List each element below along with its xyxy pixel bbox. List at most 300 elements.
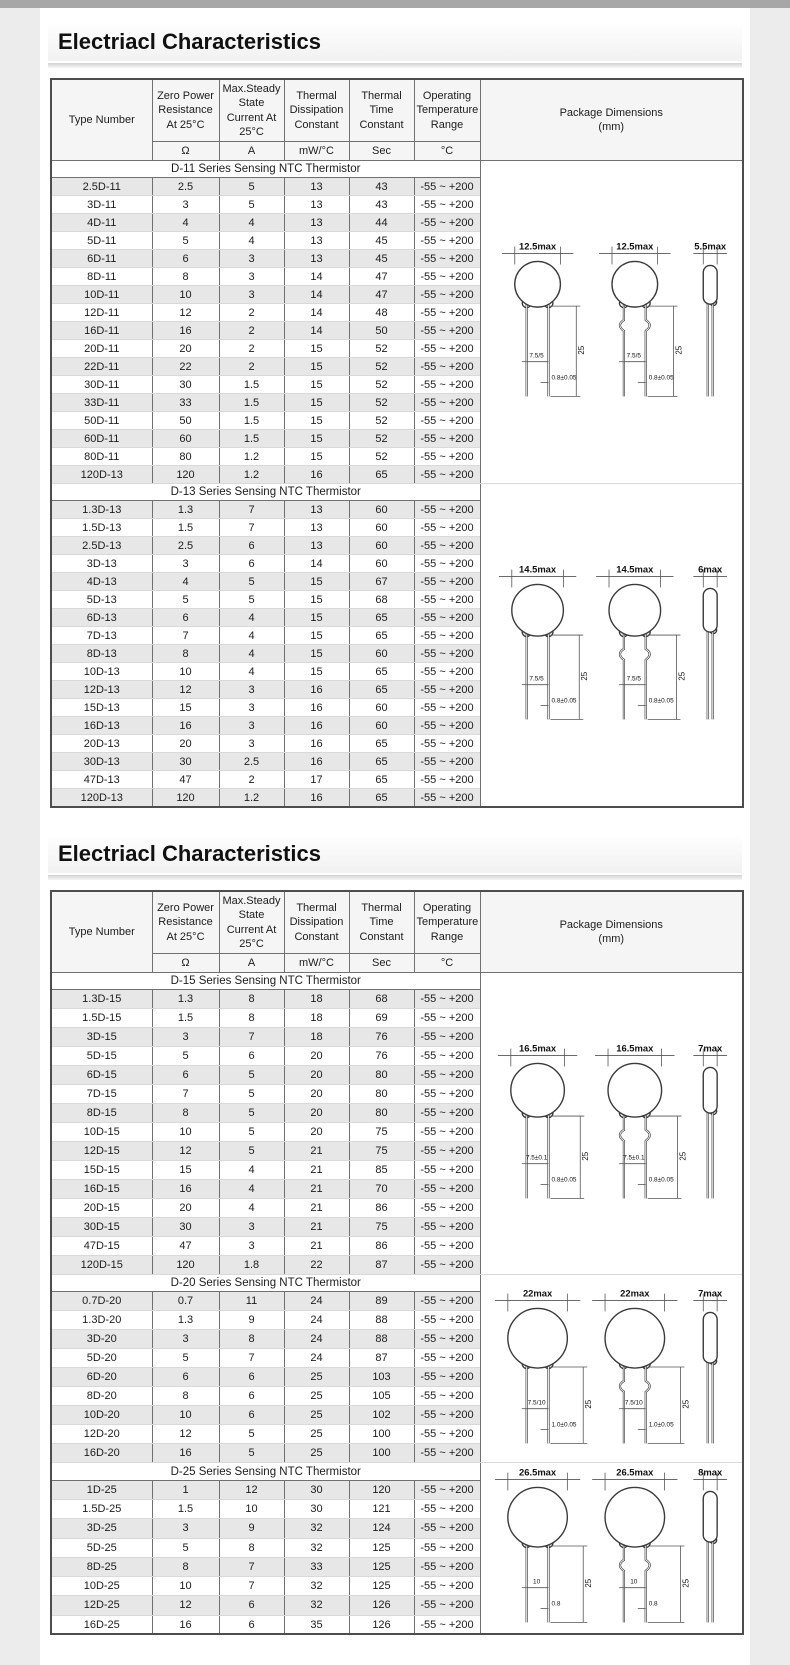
value-cell: 67 — [349, 573, 414, 591]
value-cell: -55 ~ +200 — [414, 196, 480, 214]
value-cell: 10 — [152, 1577, 219, 1596]
col-header-type-number: Type Number — [51, 891, 152, 973]
value-cell: 75 — [349, 1218, 414, 1237]
value-cell: 120 — [152, 466, 219, 484]
value-cell: -55 ~ +200 — [414, 681, 480, 699]
value-cell: -55 ~ +200 — [414, 1425, 480, 1444]
value-cell: 30 — [284, 1480, 349, 1499]
value-cell: 16 — [152, 1180, 219, 1199]
dim-lead-length: 25 — [584, 1579, 594, 1589]
value-cell: 6 — [219, 1596, 284, 1615]
value-cell: 13 — [284, 250, 349, 268]
value-cell: 60 — [152, 430, 219, 448]
value-cell: 43 — [349, 196, 414, 214]
value-cell: 7 — [219, 1028, 284, 1047]
unit-current: A — [219, 142, 284, 161]
value-cell: 30 — [152, 1218, 219, 1237]
value-cell: 5 — [219, 1123, 284, 1142]
value-cell: 2 — [219, 340, 284, 358]
value-cell: 6 — [152, 609, 219, 627]
value-cell: 3 — [152, 1028, 219, 1047]
value-cell: 120 — [152, 789, 219, 807]
value-cell: 80 — [349, 1066, 414, 1085]
type-number-cell: 1.3D-13 — [51, 501, 152, 519]
type-number-cell: 22D-11 — [51, 358, 152, 376]
value-cell: -55 ~ +200 — [414, 1499, 480, 1518]
package-dimensions-drawing — [486, 1041, 736, 1207]
value-cell: 7 — [219, 501, 284, 519]
unit-temp: °C — [414, 142, 480, 161]
package-dimensions-cell — [480, 484, 743, 807]
value-cell: 20 — [284, 1085, 349, 1104]
value-cell: 80 — [152, 448, 219, 466]
value-cell: 120 — [349, 1480, 414, 1499]
value-cell: -55 ~ +200 — [414, 609, 480, 627]
type-number-cell: 2.5D-11 — [51, 178, 152, 196]
type-number-cell: 16D-11 — [51, 322, 152, 340]
document-page — [40, 8, 750, 1665]
value-cell: 20 — [152, 735, 219, 753]
value-cell: 16 — [152, 322, 219, 340]
value-cell: 5 — [219, 1085, 284, 1104]
value-cell: 5 — [219, 591, 284, 609]
dim-lead-length: 25 — [577, 346, 587, 356]
type-number-cell: 47D-15 — [51, 1237, 152, 1256]
value-cell: -55 ~ +200 — [414, 1577, 480, 1596]
value-cell: 5 — [152, 591, 219, 609]
dim-side-thickness: 7max — [698, 1042, 723, 1054]
value-cell: 69 — [349, 1009, 414, 1028]
value-cell: 2.5 — [152, 178, 219, 196]
value-cell: 60 — [349, 555, 414, 573]
value-cell: -55 ~ +200 — [414, 1199, 480, 1218]
value-cell: 3 — [152, 555, 219, 573]
value-cell: -55 ~ +200 — [414, 501, 480, 519]
type-number-cell: 10D-15 — [51, 1123, 152, 1142]
type-number-cell: 15D-15 — [51, 1161, 152, 1180]
value-cell: 1.5 — [152, 1499, 219, 1518]
value-cell: 7 — [219, 1349, 284, 1368]
series-band-row — [51, 161, 743, 178]
value-cell: 13 — [284, 232, 349, 250]
value-cell: 14 — [284, 286, 349, 304]
col-header-time-constant: Thermal Time Constant — [349, 79, 414, 142]
dim-wire-diameter: 1.0±0.05 — [648, 1421, 674, 1429]
type-number-cell: 0.7D-20 — [51, 1292, 152, 1311]
value-cell: 4 — [152, 573, 219, 591]
dim-body-diameter: 16.5max — [616, 1042, 654, 1054]
value-cell: 8 — [219, 990, 284, 1009]
value-cell: 24 — [284, 1292, 349, 1311]
value-cell: -55 ~ +200 — [414, 178, 480, 196]
value-cell: 1.5 — [152, 1009, 219, 1028]
section-title: Electriacl Characteristics — [48, 24, 742, 61]
value-cell: 52 — [349, 448, 414, 466]
type-number-cell: 12D-13 — [51, 681, 152, 699]
type-number-cell: 4D-11 — [51, 214, 152, 232]
value-cell: 12 — [152, 1425, 219, 1444]
value-cell: -55 ~ +200 — [414, 448, 480, 466]
value-cell: -55 ~ +200 — [414, 1406, 480, 1425]
type-number-cell: 10D-13 — [51, 663, 152, 681]
value-cell: 43 — [349, 178, 414, 196]
value-cell: 1 — [152, 1480, 219, 1499]
value-cell: 5 — [152, 232, 219, 250]
value-cell: 65 — [349, 753, 414, 771]
value-cell: -55 ~ +200 — [414, 304, 480, 322]
value-cell: 47 — [152, 1237, 219, 1256]
type-number-cell: 16D-15 — [51, 1180, 152, 1199]
value-cell: 16 — [152, 717, 219, 735]
value-cell: 14 — [284, 268, 349, 286]
dim-lead-pitch: 7.5/10 — [527, 1399, 546, 1407]
col-header-package-dimensions: Package Dimensions (mm) — [480, 79, 743, 161]
value-cell: 11 — [219, 1292, 284, 1311]
value-cell: -55 ~ +200 — [414, 1047, 480, 1066]
value-cell: 24 — [284, 1349, 349, 1368]
type-number-cell: 12D-11 — [51, 304, 152, 322]
type-number-cell: 8D-15 — [51, 1104, 152, 1123]
value-cell: -55 ~ +200 — [414, 1028, 480, 1047]
value-cell: 33 — [284, 1557, 349, 1576]
dim-lead-pitch: 7.5/10 — [625, 1399, 644, 1407]
value-cell: 32 — [284, 1538, 349, 1557]
value-cell: -55 ~ +200 — [414, 1218, 480, 1237]
value-cell: 20 — [284, 1066, 349, 1085]
value-cell: 1.2 — [219, 448, 284, 466]
value-cell: -55 ~ +200 — [414, 358, 480, 376]
value-cell: 100 — [349, 1444, 414, 1463]
value-cell: 12 — [152, 1596, 219, 1615]
value-cell: 6 — [219, 1615, 284, 1634]
value-cell: 3 — [219, 699, 284, 717]
dim-lead-length: 25 — [678, 1151, 688, 1161]
value-cell: 6 — [219, 1368, 284, 1387]
value-cell: 30 — [284, 1499, 349, 1518]
value-cell: 12 — [152, 1142, 219, 1161]
value-cell: 4 — [219, 645, 284, 663]
value-cell: 105 — [349, 1387, 414, 1406]
value-cell: 6 — [219, 1387, 284, 1406]
value-cell: 21 — [284, 1142, 349, 1161]
value-cell: 15 — [284, 358, 349, 376]
value-cell: 25 — [284, 1444, 349, 1463]
value-cell: 6 — [152, 1368, 219, 1387]
characteristics-table-2 — [50, 890, 744, 1635]
value-cell: 8 — [152, 268, 219, 286]
value-cell: 32 — [284, 1519, 349, 1538]
value-cell: 2.5 — [152, 537, 219, 555]
value-cell: -55 ~ +200 — [414, 1311, 480, 1330]
value-cell: 3 — [219, 250, 284, 268]
value-cell: 5 — [219, 1104, 284, 1123]
type-number-cell: 3D-25 — [51, 1519, 152, 1538]
value-cell: 16 — [284, 789, 349, 807]
col-header-package-dimensions: Package Dimensions (mm) — [480, 891, 743, 973]
value-cell: -55 ~ +200 — [414, 1519, 480, 1538]
value-cell: 5 — [152, 1047, 219, 1066]
value-cell: 3 — [152, 1519, 219, 1538]
value-cell: 4 — [219, 1199, 284, 1218]
value-cell: -55 ~ +200 — [414, 1330, 480, 1349]
value-cell: 4 — [219, 1180, 284, 1199]
value-cell: 52 — [349, 340, 414, 358]
value-cell: 3 — [219, 735, 284, 753]
type-number-cell: 30D-15 — [51, 1218, 152, 1237]
value-cell: 60 — [349, 537, 414, 555]
value-cell: 35 — [284, 1615, 349, 1634]
value-cell: 13 — [284, 214, 349, 232]
package-dimensions-drawing — [486, 239, 736, 405]
value-cell: -55 ~ +200 — [414, 322, 480, 340]
value-cell: -55 ~ +200 — [414, 394, 480, 412]
unit-dissipation: mW/°C — [284, 954, 349, 973]
value-cell: 100 — [349, 1425, 414, 1444]
dim-lead-pitch: 7.5±0.1 — [526, 1154, 548, 1162]
value-cell: 20 — [284, 1104, 349, 1123]
value-cell: 6 — [152, 1066, 219, 1085]
value-cell: 32 — [284, 1596, 349, 1615]
value-cell: 47 — [152, 771, 219, 789]
value-cell: 21 — [284, 1218, 349, 1237]
value-cell: 16 — [284, 466, 349, 484]
value-cell: -55 ~ +200 — [414, 1596, 480, 1615]
dim-side-thickness: 5.5max — [694, 241, 727, 253]
dim-body-diameter: 26.5max — [519, 1467, 557, 1479]
value-cell: 6 — [152, 250, 219, 268]
type-number-cell: 5D-20 — [51, 1349, 152, 1368]
value-cell: 10 — [152, 1123, 219, 1142]
type-number-cell: 6D-15 — [51, 1066, 152, 1085]
dim-body-diameter: 14.5max — [616, 563, 654, 575]
type-number-cell: 10D-11 — [51, 286, 152, 304]
value-cell: 126 — [349, 1615, 414, 1634]
col-header-time-constant: Thermal Time Constant — [349, 891, 414, 954]
value-cell: 80 — [349, 1104, 414, 1123]
value-cell: 88 — [349, 1330, 414, 1349]
value-cell: 65 — [349, 627, 414, 645]
value-cell: 13 — [284, 196, 349, 214]
value-cell: -55 ~ +200 — [414, 1387, 480, 1406]
value-cell: 65 — [349, 771, 414, 789]
package-dimensions-drawing — [486, 1286, 736, 1452]
value-cell: 16 — [284, 699, 349, 717]
type-number-cell: 6D-20 — [51, 1368, 152, 1387]
value-cell: 0.7 — [152, 1292, 219, 1311]
value-cell: 32 — [284, 1577, 349, 1596]
value-cell: 4 — [219, 232, 284, 250]
type-number-cell: 16D-20 — [51, 1444, 152, 1463]
value-cell: 65 — [349, 466, 414, 484]
value-cell: 5 — [219, 573, 284, 591]
value-cell: 6 — [219, 1047, 284, 1066]
col-header-dissipation: Thermal Dissipation Constant — [284, 891, 349, 954]
value-cell: 3 — [152, 1330, 219, 1349]
value-cell: -55 ~ +200 — [414, 1292, 480, 1311]
dim-body-diameter: 12.5max — [519, 241, 557, 253]
type-number-cell: 1.5D-15 — [51, 1009, 152, 1028]
value-cell: 4 — [219, 1161, 284, 1180]
value-cell: 5 — [219, 196, 284, 214]
dim-lead-pitch: 7.5±0.1 — [623, 1154, 645, 1162]
value-cell: -55 ~ +200 — [414, 286, 480, 304]
dim-body-diameter: 26.5max — [616, 1467, 654, 1479]
page-top-strip — [0, 0, 790, 8]
value-cell: 14 — [284, 322, 349, 340]
value-cell: 1.5 — [219, 394, 284, 412]
value-cell: 60 — [349, 717, 414, 735]
value-cell: 1.3 — [152, 501, 219, 519]
value-cell: 6 — [219, 537, 284, 555]
value-cell: 16 — [284, 753, 349, 771]
value-cell: 13 — [284, 178, 349, 196]
type-number-cell: 47D-13 — [51, 771, 152, 789]
unit-resistance: Ω — [152, 142, 219, 161]
value-cell: 15 — [284, 627, 349, 645]
value-cell: 68 — [349, 591, 414, 609]
value-cell: 65 — [349, 663, 414, 681]
value-cell: 20 — [284, 1047, 349, 1066]
value-cell: 9 — [219, 1519, 284, 1538]
value-cell: -55 ~ +200 — [414, 717, 480, 735]
value-cell: -55 ~ +200 — [414, 990, 480, 1009]
value-cell: 15 — [152, 1161, 219, 1180]
dim-lead-length: 25 — [681, 1399, 691, 1409]
series-band-row — [51, 973, 743, 990]
value-cell: 13 — [284, 519, 349, 537]
value-cell: -55 ~ +200 — [414, 1538, 480, 1557]
dim-lead-pitch: 10 — [630, 1579, 638, 1587]
col-header-resistance: Zero Power Resistance At 25°C — [152, 79, 219, 142]
type-number-cell: 8D-13 — [51, 645, 152, 663]
value-cell: -55 ~ +200 — [414, 376, 480, 394]
value-cell: 3 — [219, 268, 284, 286]
series-title: D-15 Series Sensing NTC Thermistor — [51, 973, 480, 990]
value-cell: 8 — [152, 645, 219, 663]
value-cell: -55 ~ +200 — [414, 214, 480, 232]
value-cell: -55 ~ +200 — [414, 232, 480, 250]
value-cell: 88 — [349, 1311, 414, 1330]
value-cell: 50 — [349, 322, 414, 340]
dim-body-diameter: 12.5max — [616, 241, 654, 253]
value-cell: 87 — [349, 1256, 414, 1275]
value-cell: 70 — [349, 1180, 414, 1199]
value-cell: 76 — [349, 1028, 414, 1047]
value-cell: 3 — [219, 1218, 284, 1237]
type-number-cell: 2.5D-13 — [51, 537, 152, 555]
value-cell: 18 — [284, 990, 349, 1009]
value-cell: -55 ~ +200 — [414, 1180, 480, 1199]
type-number-cell: 6D-13 — [51, 609, 152, 627]
value-cell: 1.3 — [152, 990, 219, 1009]
value-cell: 20 — [152, 1199, 219, 1218]
value-cell: 1.5 — [152, 519, 219, 537]
col-header-type-number: Type Number — [51, 79, 152, 161]
value-cell: 15 — [284, 412, 349, 430]
value-cell: -55 ~ +200 — [414, 1444, 480, 1463]
value-cell: 1.2 — [219, 466, 284, 484]
value-cell: 3 — [219, 1237, 284, 1256]
value-cell: 65 — [349, 609, 414, 627]
value-cell: 22 — [152, 358, 219, 376]
unit-temp: °C — [414, 954, 480, 973]
value-cell: 18 — [284, 1009, 349, 1028]
value-cell: 60 — [349, 645, 414, 663]
type-number-cell: 5D-15 — [51, 1047, 152, 1066]
col-header-temp-range: Operating Temperature Range — [414, 891, 480, 954]
value-cell: 8 — [152, 1387, 219, 1406]
value-cell: 125 — [349, 1577, 414, 1596]
value-cell: 47 — [349, 268, 414, 286]
value-cell: 13 — [284, 537, 349, 555]
value-cell: -55 ~ +200 — [414, 466, 480, 484]
value-cell: 14 — [284, 555, 349, 573]
value-cell: 4 — [152, 214, 219, 232]
value-cell: -55 ~ +200 — [414, 430, 480, 448]
type-number-cell: 3D-13 — [51, 555, 152, 573]
package-dimensions-cell — [480, 1463, 743, 1635]
type-number-cell: 30D-11 — [51, 376, 152, 394]
dim-lead-pitch: 7.5/5 — [626, 353, 642, 361]
dim-side-thickness: 6max — [698, 563, 723, 575]
dim-wire-diameter: 0.8 — [551, 1601, 561, 1609]
type-number-cell: 50D-11 — [51, 412, 152, 430]
value-cell: -55 ~ +200 — [414, 1123, 480, 1142]
type-number-cell: 80D-11 — [51, 448, 152, 466]
value-cell: 5 — [219, 1066, 284, 1085]
value-cell: 102 — [349, 1406, 414, 1425]
type-number-cell: 8D-20 — [51, 1387, 152, 1406]
value-cell: 5 — [152, 1349, 219, 1368]
value-cell: -55 ~ +200 — [414, 627, 480, 645]
type-number-cell: 120D-13 — [51, 466, 152, 484]
type-number-cell: 33D-11 — [51, 394, 152, 412]
dim-wire-diameter: 1.0±0.05 — [551, 1421, 577, 1429]
value-cell: 76 — [349, 1047, 414, 1066]
type-number-cell: 60D-11 — [51, 430, 152, 448]
value-cell: 8 — [219, 1330, 284, 1349]
value-cell: -55 ~ +200 — [414, 663, 480, 681]
value-cell: 18 — [284, 1028, 349, 1047]
value-cell: 8 — [219, 1538, 284, 1557]
value-cell: 8 — [152, 1104, 219, 1123]
type-number-cell: 8D-25 — [51, 1557, 152, 1576]
type-number-cell: 1.3D-20 — [51, 1311, 152, 1330]
value-cell: -55 ~ +200 — [414, 771, 480, 789]
value-cell: 24 — [284, 1330, 349, 1349]
value-cell: 8 — [152, 1557, 219, 1576]
value-cell: 16 — [152, 1444, 219, 1463]
value-cell: 15 — [284, 663, 349, 681]
section-title-underline — [48, 63, 742, 68]
col-header-current: Max.Steady State Current At 25°C — [219, 891, 284, 954]
value-cell: 75 — [349, 1123, 414, 1142]
value-cell: -55 ~ +200 — [414, 268, 480, 286]
value-cell: 124 — [349, 1519, 414, 1538]
value-cell: -55 ~ +200 — [414, 789, 480, 807]
dim-body-diameter: 22max — [620, 1287, 650, 1299]
value-cell: 87 — [349, 1349, 414, 1368]
value-cell: 21 — [284, 1199, 349, 1218]
value-cell: 5 — [219, 1425, 284, 1444]
value-cell: -55 ~ +200 — [414, 340, 480, 358]
value-cell: 17 — [284, 771, 349, 789]
value-cell: -55 ~ +200 — [414, 250, 480, 268]
series-title: D-11 Series Sensing NTC Thermistor — [51, 161, 480, 178]
value-cell: 86 — [349, 1199, 414, 1218]
value-cell: 25 — [284, 1368, 349, 1387]
type-number-cell: 30D-13 — [51, 753, 152, 771]
